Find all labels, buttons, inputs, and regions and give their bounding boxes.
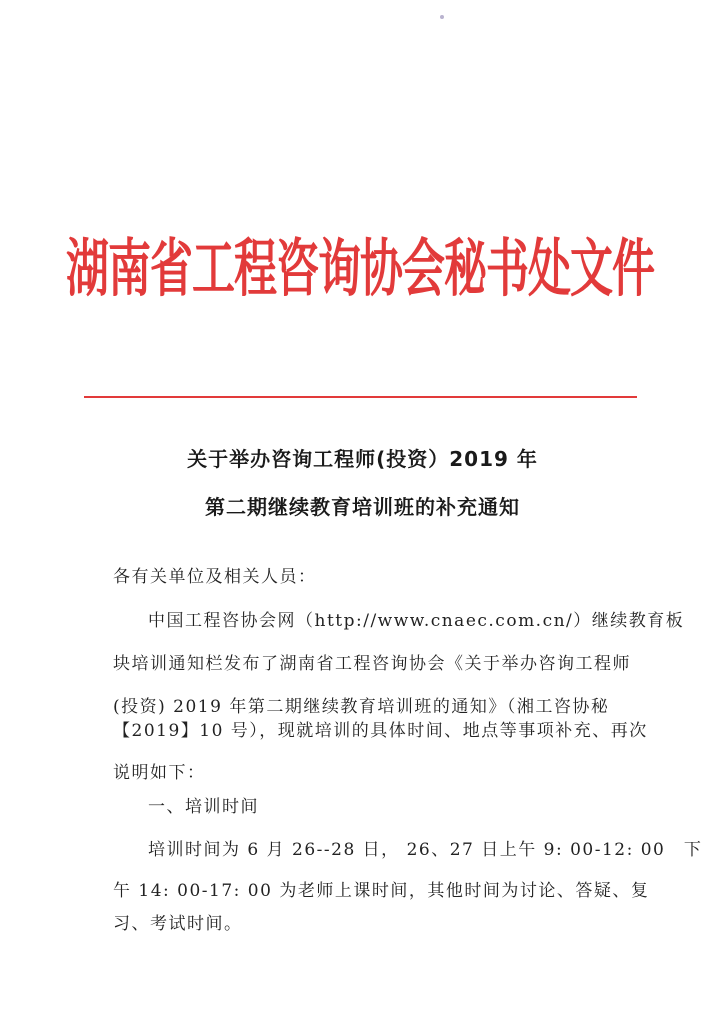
- paragraph-1-line-3: (投资) 2019 年第二期继续教育培训班的通知》（湘工咨协秘: [113, 697, 610, 717]
- paragraph-1-line-5: 说明如下：: [113, 763, 206, 783]
- header-divider: [84, 396, 637, 398]
- paragraph-1-line-4: 【2019】10 号），现就培训的具体时间、地点等事项补充、再次: [113, 721, 648, 741]
- paragraph-1-line-2: 块培训通知栏发布了湖南省工程咨询协会《关于举办咨询工程师: [113, 654, 631, 674]
- paragraph-2-line-2: 午 14: 00-17: 00 为老师上课时间，其他时间为讨论、答疑、复: [113, 881, 650, 901]
- notice-title-line-1: 关于举办咨询工程师(投资）2019 年: [187, 447, 538, 471]
- scan-speck: [440, 15, 444, 19]
- paragraph-2-line-1: 培训时间为 6 月 26--28 日， 26、27 日上午 9: 00-12: 00 下: [148, 840, 703, 860]
- document-header-text: 湖南省工程咨询协会秘书处文件: [66, 233, 654, 306]
- salutation: 各有关单位及相关人员：: [113, 567, 317, 587]
- paragraph-2-line-3: 习、考试时间。: [113, 914, 243, 934]
- notice-title-line-2: 第二期继续教育培训班的补充通知: [205, 495, 520, 519]
- section-1-heading: 一、培训时间: [148, 797, 259, 817]
- document-header: [66, 205, 654, 335]
- paragraph-1-line-1: 中国工程咨协会网（http://www.cnaec.com.cn/）继续教育板: [148, 611, 685, 631]
